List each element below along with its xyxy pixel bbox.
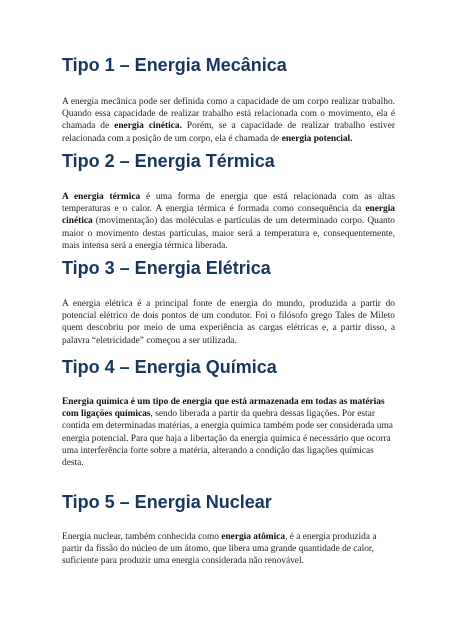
- heading-tipo-5: Tipo 5 – Energia Nuclear: [62, 492, 272, 512]
- paragraph-tipo-1: A energia mecânica pode ser definida como a capacidade de um corpo realizar trabalho. Quando essa capacidade de realizar trabalho está relacionada com o movimento, ela é chamada de energia cinética. Porém, se a capacidade de realizar trabalho estiver relacionada com a posição de um corpo, ela é chamada de energia potencial.: [62, 97, 395, 144]
- paragraph-tipo-5: Energia nuclear, também conhecida como energia atômica, é a energia produzida a partir da fissão do núcleo de um átomo, que libera uma grande quantidade de calor, suficiente para produzir uma energia considerada não renovável.: [62, 532, 377, 567]
- heading-tipo-1: Tipo 1 – Energia Mecânica: [62, 55, 287, 75]
- heading-tipo-3: Tipo 3 – Energia Elétrica: [62, 258, 271, 278]
- paragraph-tipo-2: A energia térmica é uma forma de energia que está relacionada com as altas temperaturas e o calor. A energia térmica é formada como consequência da energia cinética (movimentação) das moléculas e partículas de um determinado corpo. Quanto maior o movimento destas partículas, maior será a temperatura e, consequentemente, mais intensa será a energia térmica liberada.: [62, 192, 395, 251]
- heading-tipo-4: Tipo 4 – Energia Química: [62, 357, 277, 377]
- heading-tipo-2: Tipo 2 – Energia Térmica: [62, 151, 275, 171]
- paragraph-tipo-4: Energia química é um tipo de energia que está armazenada em todas as matérias com ligações químicas, sendo liberada a partir da quebra dessas ligações. Por estar contida em determinadas matérias, a energia química também pode ser considerada uma energia potencial. Para que haja a libertação da energia química é necessário que ocorra uma interferência forte sobre a matéria, alterando a condição das ligações químicas desta.: [62, 397, 393, 469]
- paragraph-tipo-3: A energia elétrica é a principal fonte de energia do mundo, produzida a partir do potencial elétrico de dois pontos de um condutor. Foi o filósofo grego Tales de Mileto quem descobriu por meio de uma experiência as cargas elétricas e, a partir disso, a palavra “eletricidade” começou a ser utilizada.: [62, 299, 395, 346]
